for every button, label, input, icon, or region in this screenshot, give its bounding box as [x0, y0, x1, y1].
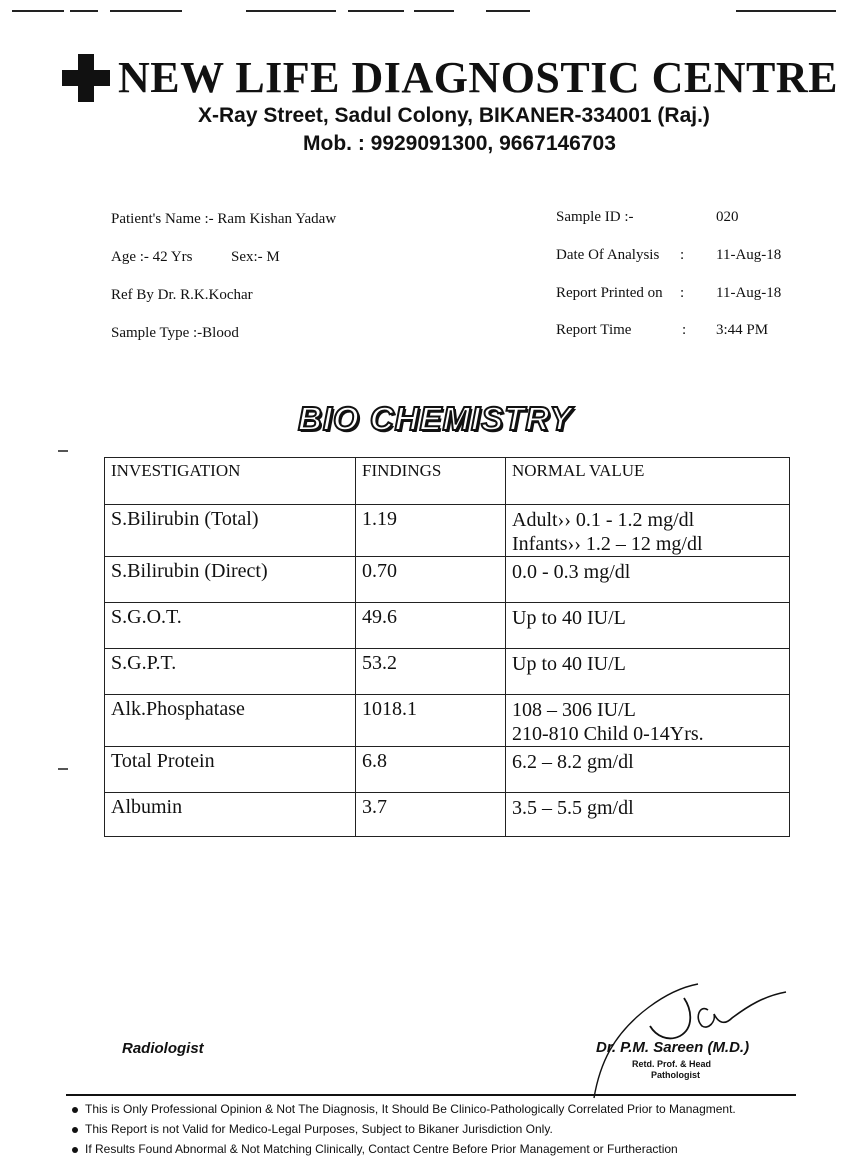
section-title: BIO CHEMISTRY	[298, 400, 573, 437]
colon: :	[680, 285, 685, 301]
normal-value	[506, 793, 790, 837]
table-row	[105, 793, 790, 837]
normal-value-line: 210-810 Child 0-14Yrs.	[512, 723, 704, 745]
note-text: This Report is not Valid for Medico-Legal Purposes, Subject to Bikaner Jurisdiction Only.	[85, 1122, 553, 1136]
test-name: S.G.P.T.	[105, 649, 356, 695]
table-row	[105, 505, 790, 557]
normal-value	[506, 505, 790, 557]
lab-address: X-Ray Street, Sadul Colony, BIKANER-334001 (Raj.)	[198, 104, 710, 127]
column-header-normal-value: NORMAL VALUE	[506, 458, 790, 505]
lab-title: NEW LIFE DIAGNOSTIC CENTRE	[118, 53, 839, 102]
test-name: S.Bilirubin (Direct)	[105, 557, 356, 603]
normal-value-line: Infants›› 1.2 – 12 mg/dl	[512, 533, 703, 555]
analysis-date-label: Date Of Analysis	[556, 247, 660, 263]
normal-value-line: 3.5 – 5.5 gm/dl	[512, 797, 634, 819]
test-finding: 49.6	[356, 603, 506, 649]
scan-mark	[348, 10, 404, 12]
test-finding: 53.2	[356, 649, 506, 695]
table-row	[105, 695, 790, 747]
note-text: This is Only Professional Opinion & Not The Diagnosis, It Should Be Clinico-Pathologically Correlated Prior to Managment.	[85, 1102, 736, 1116]
normal-value	[506, 557, 790, 603]
normal-value-line: Up to 40 IU/L	[512, 607, 626, 629]
sample-id-label: Sample ID :-	[556, 209, 634, 225]
test-finding: 6.8	[356, 747, 506, 793]
test-name: Total Protein	[105, 747, 356, 793]
pathologist-name: Dr. P.M. Sareen (M.D.)	[596, 1039, 750, 1056]
test-name: Alk.Phosphatase	[105, 695, 356, 747]
test-finding: 0.70	[356, 557, 506, 603]
normal-value-line: 0.0 - 0.3 mg/dl	[512, 561, 631, 583]
scan-mark	[246, 10, 336, 12]
scan-mark	[70, 10, 98, 12]
test-finding: 3.7	[356, 793, 506, 837]
normal-value	[506, 603, 790, 649]
test-name: Albumin	[105, 793, 356, 837]
disclaimer-note	[72, 1142, 678, 1156]
scan-mark	[58, 768, 68, 770]
normal-value	[506, 649, 790, 695]
printed-date-label: Report Printed on	[556, 285, 663, 301]
sample-id-value: 020	[716, 209, 739, 225]
pathologist-designation: Pathologist	[651, 1070, 700, 1080]
results-table	[104, 457, 790, 837]
table-row	[105, 603, 790, 649]
disclaimer-note	[72, 1102, 736, 1116]
column-header-findings: FINDINGS	[356, 458, 506, 505]
pathologist-title: Retd. Prof. & Head	[632, 1059, 712, 1069]
patient-sex: Sex:- M	[231, 249, 280, 265]
table-row	[105, 747, 790, 793]
lab-mobile: Mob. : 9929091300, 9667146703	[303, 132, 616, 155]
disclaimer-note	[72, 1122, 553, 1136]
normal-value	[506, 695, 790, 747]
sample-type: Sample Type :-Blood	[111, 325, 239, 341]
bullet-icon	[72, 1127, 78, 1133]
radiologist-label: Radiologist	[122, 1040, 204, 1057]
normal-value-line: 108 – 306 IU/L	[512, 699, 636, 721]
normal-value	[506, 747, 790, 793]
note-text: If Results Found Abnormal & Not Matching Clinically, Contact Centre Before Prior Management or Furtheraction	[85, 1142, 678, 1156]
scan-mark	[110, 10, 182, 12]
normal-value-line: 6.2 – 8.2 gm/dl	[512, 751, 634, 773]
footer-divider	[66, 1094, 796, 1096]
column-header-investigation: INVESTIGATION	[105, 458, 356, 505]
analysis-date-value: 11-Aug-18	[716, 247, 782, 263]
patient-name: Patient's Name :- Ram Kishan Yadaw	[111, 211, 337, 227]
report-time-label: Report Time	[556, 322, 632, 338]
scan-mark	[58, 450, 68, 452]
patient-age: Age :- 42 Yrs	[111, 249, 193, 265]
table-header-row	[105, 458, 790, 505]
test-finding: 1.19	[356, 505, 506, 557]
table-row	[105, 557, 790, 603]
colon: :	[682, 322, 687, 338]
scan-mark	[12, 10, 64, 12]
colon: :	[680, 247, 685, 263]
printed-date-value: 11-Aug-18	[716, 285, 782, 301]
normal-value-line: Adult›› 0.1 - 1.2 mg/dl	[512, 509, 695, 531]
test-name: S.Bilirubin (Total)	[105, 505, 356, 557]
red-cross-logo-icon	[62, 54, 110, 102]
test-name: S.G.O.T.	[105, 603, 356, 649]
ref-doctor: Ref By Dr. R.K.Kochar	[111, 287, 253, 303]
scan-mark	[486, 10, 530, 12]
report-time-value: 3:44 PM	[716, 322, 769, 338]
scan-mark	[414, 10, 454, 12]
normal-value-line: Up to 40 IU/L	[512, 653, 626, 675]
bullet-icon	[72, 1147, 78, 1153]
table-row	[105, 649, 790, 695]
bullet-icon	[72, 1107, 78, 1113]
scan-mark	[736, 10, 836, 12]
signature-icon	[588, 970, 798, 1100]
test-finding: 1018.1	[356, 695, 506, 747]
